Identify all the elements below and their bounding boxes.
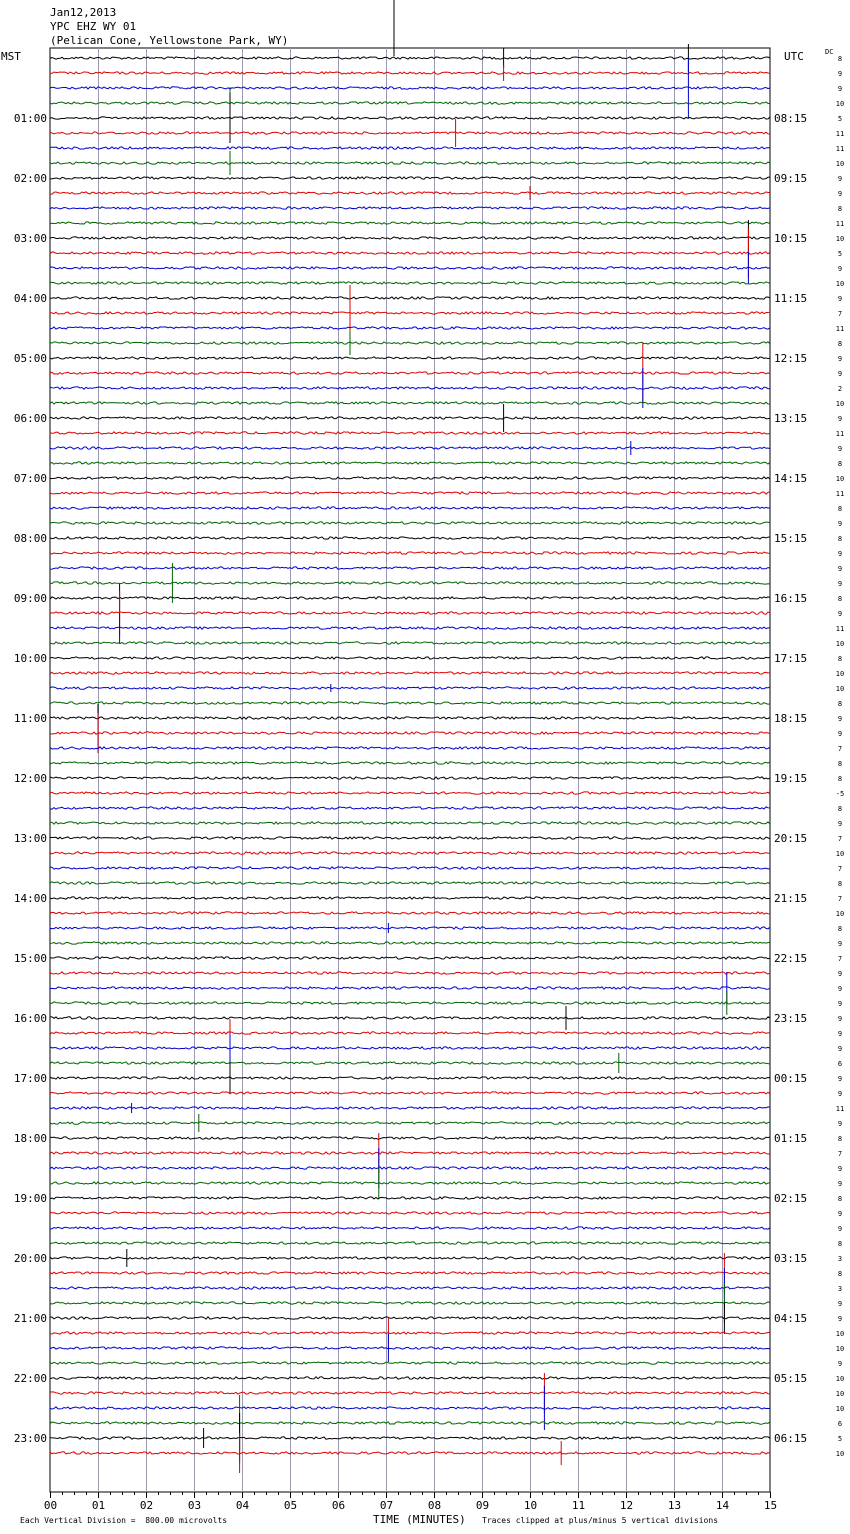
mst-tick-label: 03:00 <box>13 232 47 245</box>
dc-offset-value: 9 <box>837 70 843 78</box>
seismic-trace <box>50 65 770 81</box>
seismic-trace <box>50 477 770 479</box>
dc-offset-value: 10 <box>835 235 845 243</box>
dc-offset-value: -5 <box>835 790 845 798</box>
utc-tick-label: 15:15 <box>774 532 808 545</box>
seismic-trace <box>50 642 770 644</box>
seismic-trace <box>50 657 770 659</box>
utc-tick-label: 14:15 <box>774 472 808 485</box>
dc-label: DC <box>825 48 834 56</box>
dc-offset-value: 9 <box>837 85 843 93</box>
seismic-trace <box>50 207 770 209</box>
seismic-trace <box>50 177 770 179</box>
x-tick-label: 04 <box>235 1499 250 1512</box>
seismic-trace <box>50 912 770 914</box>
dc-offset-value: 9 <box>837 265 843 273</box>
mst-tick-label: 22:00 <box>13 1372 47 1385</box>
mst-tick-label: 10:00 <box>13 652 47 665</box>
x-tick-label: 07 <box>379 1499 394 1512</box>
seismic-trace <box>50 93 770 143</box>
date-label: Jan12,2013 <box>50 6 117 19</box>
dc-offset-value: 10 <box>835 1375 845 1383</box>
seismic-trace <box>50 402 770 404</box>
dc-offset-value: 9 <box>837 820 843 828</box>
dc-offset-value: 9 <box>837 580 843 588</box>
utc-tick-label: 21:15 <box>774 892 808 905</box>
seismic-trace <box>50 1019 770 1047</box>
dc-offset-value: 10 <box>835 280 845 288</box>
seismic-trace <box>50 507 770 509</box>
plot-frame <box>50 48 770 1492</box>
mst-tick-label: 05:00 <box>13 352 47 365</box>
seismic-trace <box>50 957 770 959</box>
seismic-trace <box>50 441 770 455</box>
seismic-trace <box>50 357 770 359</box>
seismic-trace <box>50 1197 770 1199</box>
dc-offset-value: 10 <box>835 160 845 168</box>
dc-offset-value: 9 <box>837 1180 843 1188</box>
seismic-trace <box>50 404 770 432</box>
seismic-trace <box>50 837 770 839</box>
dc-offset-value: 10 <box>835 640 845 648</box>
utc-tick-label: 20:15 <box>774 832 808 845</box>
x-axis-title: TIME (MINUTES) <box>373 1513 466 1526</box>
x-tick-label: 08 <box>427 1499 442 1512</box>
dc-offset-value: 8 <box>837 460 843 468</box>
dc-offset-value: 10 <box>835 475 845 483</box>
seismic-trace <box>50 1377 770 1379</box>
dc-offset-value: 3 <box>837 1255 843 1263</box>
dc-offset-value: 8 <box>837 505 843 513</box>
dc-offset-value: 8 <box>837 805 843 813</box>
clip-note: Traces clipped at plus/minus 5 vertical divisions <box>482 1516 719 1525</box>
dc-offset-value: 8 <box>837 880 843 888</box>
mst-axis-label: MST <box>1 50 21 63</box>
seismic-trace <box>50 151 770 175</box>
mst-tick-label: 15:00 <box>13 952 47 965</box>
seismic-trace <box>50 867 770 869</box>
dc-offset-value: 11 <box>835 1105 845 1113</box>
utc-tick-label: 02:15 <box>774 1192 808 1205</box>
x-tick-label: 03 <box>187 1499 202 1512</box>
x-tick-label: 13 <box>667 1499 682 1512</box>
dc-offset-value: 10 <box>835 685 845 693</box>
seismic-trace <box>50 343 770 403</box>
dc-offset-value: 9 <box>837 610 843 618</box>
seismic-trace <box>50 942 770 944</box>
seismic-trace <box>50 882 770 884</box>
station-label: YPC EHZ WY 01 <box>50 20 137 33</box>
seismic-trace <box>50 567 770 569</box>
seismic-trace <box>50 762 770 764</box>
seismic-trace <box>50 584 770 612</box>
dc-offset-value: 9 <box>837 1075 843 1083</box>
seismic-trace <box>50 222 770 224</box>
seismic-trace <box>50 923 770 933</box>
seismic-trace <box>50 1413 770 1463</box>
dc-offset-value: 9 <box>837 1315 843 1323</box>
seismic-trace <box>50 807 770 809</box>
dc-offset-value: 6 <box>837 1420 843 1428</box>
utc-tick-label: 17:15 <box>774 652 808 665</box>
utc-tick-label: 00:15 <box>774 1072 808 1085</box>
dc-offset-value: 10 <box>835 910 845 918</box>
dc-offset-value: 10 <box>835 1405 845 1413</box>
dc-offset-value: 7 <box>837 745 843 753</box>
dc-offset-value: 9 <box>837 1120 843 1128</box>
dc-offset-value: 8 <box>837 655 843 663</box>
dc-offset-value: 10 <box>835 1450 845 1458</box>
seismic-trace <box>50 672 770 674</box>
mst-tick-label: 17:00 <box>13 1072 47 1085</box>
scale-note: Each Vertical Division = 800.00 microvolts <box>20 1516 228 1525</box>
dc-offset-value: 9 <box>837 1300 843 1308</box>
mst-tick-label: 20:00 <box>13 1252 47 1265</box>
seismic-trace <box>50 228 770 278</box>
utc-tick-label: 13:15 <box>774 412 808 425</box>
mst-tick-label: 08:00 <box>13 532 47 545</box>
x-tick-label: 02 <box>139 1499 154 1512</box>
seismic-trace <box>50 119 770 147</box>
seismic-trace <box>50 220 770 256</box>
utc-tick-label: 18:15 <box>774 712 808 725</box>
mst-tick-label: 19:00 <box>13 1192 47 1205</box>
dc-offset-value: 8 <box>837 775 843 783</box>
utc-tick-label: 19:15 <box>774 772 808 785</box>
dc-offset-value: 9 <box>837 445 843 453</box>
x-tick-label: 01 <box>91 1499 106 1512</box>
seismic-trace <box>50 537 770 539</box>
seismic-trace <box>50 147 770 149</box>
dc-offset-value: 9 <box>837 985 843 993</box>
seismic-trace <box>50 297 770 299</box>
seismic-trace <box>50 432 770 434</box>
dc-offset-value: 9 <box>837 175 843 183</box>
seismic-trace <box>50 747 770 749</box>
dc-offset-value: 8 <box>837 760 843 768</box>
dc-offset-value: 6 <box>837 1060 843 1068</box>
utc-tick-label: 16:15 <box>774 592 808 605</box>
x-tick-label: 00 <box>43 1499 58 1512</box>
dc-offset-value: 11 <box>835 145 845 153</box>
seismic-trace <box>50 991 770 1015</box>
seismic-trace <box>50 1034 770 1062</box>
utc-tick-label: 01:15 <box>774 1132 808 1145</box>
seismic-trace <box>50 777 770 779</box>
dc-offset-value: 9 <box>837 550 843 558</box>
dc-offset-value: 9 <box>837 715 843 723</box>
dc-offset-value: 9 <box>837 1000 843 1008</box>
dc-offset-value: 9 <box>837 565 843 573</box>
seismic-trace <box>50 462 770 464</box>
dc-offset-value: 8 <box>837 340 843 348</box>
seismic-trace <box>50 1395 770 1451</box>
mst-tick-label: 12:00 <box>13 772 47 785</box>
dc-offset-value: 7 <box>837 1150 843 1158</box>
mst-tick-label: 07:00 <box>13 472 47 485</box>
dc-offset-value: 7 <box>837 865 843 873</box>
x-tick-label: 15 <box>763 1499 778 1512</box>
x-tick-label: 06 <box>331 1499 346 1512</box>
seismic-trace <box>50 792 770 794</box>
x-tick-label: 11 <box>571 1499 586 1512</box>
dc-offset-value: 8 <box>837 205 843 213</box>
dc-offset-value: 2 <box>837 385 843 393</box>
seismic-trace <box>50 1249 770 1267</box>
dc-offset-value: 7 <box>837 895 843 903</box>
utc-tick-label: 04:15 <box>774 1312 808 1325</box>
utc-tick-label: 10:15 <box>774 232 808 245</box>
seismic-trace <box>50 522 770 524</box>
seismic-trace <box>50 1302 770 1334</box>
seismic-trace <box>50 1006 770 1030</box>
utc-tick-label: 11:15 <box>774 292 808 305</box>
seismic-trace <box>50 684 770 692</box>
seismic-trace <box>50 1137 770 1139</box>
mst-tick-label: 01:00 <box>13 112 47 125</box>
dc-offset-value: 9 <box>837 940 843 948</box>
dc-offset-value: 10 <box>835 100 845 108</box>
dc-offset-value: 9 <box>837 730 843 738</box>
dc-offset-value: 11 <box>835 430 845 438</box>
seismic-trace <box>50 186 770 200</box>
dc-offset-value: 8 <box>837 925 843 933</box>
seismic-trace <box>50 1227 770 1229</box>
utc-tick-label: 12:15 <box>774 352 808 365</box>
dc-offset-value: 8 <box>837 1195 843 1203</box>
dc-offset-value: 9 <box>837 1030 843 1038</box>
seismic-trace <box>50 972 770 1004</box>
x-tick-label: 09 <box>475 1499 490 1512</box>
seismic-trace <box>50 1167 770 1199</box>
mst-tick-label: 18:00 <box>13 1132 47 1145</box>
dc-offset-value: 9 <box>837 1225 843 1233</box>
seismic-trace <box>50 1103 770 1113</box>
seismic-trace <box>50 285 770 341</box>
mst-tick-label: 06:00 <box>13 412 47 425</box>
dc-offset-value: 11 <box>835 490 845 498</box>
utc-tick-label: 23:15 <box>774 1012 808 1025</box>
dc-offset-value: 5 <box>837 115 843 123</box>
dc-offset-value: 9 <box>837 1090 843 1098</box>
seismic-trace <box>50 552 770 554</box>
dc-offset-value: 9 <box>837 295 843 303</box>
dc-offset-value: 9 <box>837 970 843 978</box>
seismic-trace <box>50 1092 770 1094</box>
dc-offset-value: 7 <box>837 955 843 963</box>
dc-offset-value: 5 <box>837 250 843 258</box>
seismic-trace <box>50 282 770 284</box>
utc-tick-label: 22:15 <box>774 952 808 965</box>
seismic-trace <box>50 492 770 494</box>
dc-offset-value: 11 <box>835 220 845 228</box>
dc-offset-value: 9 <box>837 355 843 363</box>
dc-offset-value: 10 <box>835 400 845 408</box>
dc-offset-value: 8 <box>837 595 843 603</box>
dc-offset-value: 3 <box>837 1285 843 1293</box>
dc-offset-value: 11 <box>835 130 845 138</box>
mst-tick-label: 14:00 <box>13 892 47 905</box>
dc-offset-value: 9 <box>837 415 843 423</box>
dc-offset-value: 8 <box>837 1135 843 1143</box>
seismic-trace <box>50 252 770 284</box>
x-tick-label: 10 <box>523 1499 538 1512</box>
dc-offset-value: 11 <box>835 325 845 333</box>
dc-offset-value: 11 <box>835 625 845 633</box>
dc-offset-value: 10 <box>835 670 845 678</box>
dc-offset-value: 9 <box>837 1360 843 1368</box>
seismic-trace <box>50 702 770 704</box>
x-tick-label: 14 <box>715 1499 730 1512</box>
seismic-trace <box>50 613 770 643</box>
dc-offset-value: 9 <box>837 1045 843 1053</box>
dc-offset-value: 10 <box>835 850 845 858</box>
dc-offset-value: 8 <box>837 700 843 708</box>
dc-offset-value: 9 <box>837 190 843 198</box>
mst-tick-label: 16:00 <box>13 1012 47 1025</box>
mst-tick-label: 04:00 <box>13 292 47 305</box>
seismic-trace <box>50 58 770 118</box>
seismic-trace <box>50 1212 770 1214</box>
seismic-trace <box>50 1334 770 1362</box>
seismic-trace <box>50 331 770 355</box>
dc-offset-value: 8 <box>837 55 843 63</box>
utc-tick-label: 05:15 <box>774 1372 808 1385</box>
seismic-trace <box>50 327 770 329</box>
dc-offset-value: 8 <box>837 1270 843 1278</box>
dc-offset-value: 9 <box>837 1165 843 1173</box>
seismic-trace <box>50 704 770 732</box>
dc-offset-value: 7 <box>837 835 843 843</box>
mst-tick-label: 02:00 <box>13 172 47 185</box>
mst-tick-label: 11:00 <box>13 712 47 725</box>
dc-offset-value: 10 <box>835 1390 845 1398</box>
seismic-trace <box>50 1062 770 1094</box>
dc-offset-value: 10 <box>835 1345 845 1353</box>
dc-offset-value: 9 <box>837 370 843 378</box>
dc-offset-value: 8 <box>837 535 843 543</box>
utc-axis-label: UTC <box>784 50 804 63</box>
dc-offset-value: 9 <box>837 1015 843 1023</box>
seismic-trace <box>50 1053 770 1073</box>
dc-offset-value: 8 <box>837 1240 843 1248</box>
seismic-trace <box>50 1114 770 1132</box>
dc-offset-value: 7 <box>837 310 843 318</box>
seismic-trace <box>50 822 770 824</box>
seismic-trace <box>50 1317 770 1349</box>
seismic-trace <box>50 87 770 119</box>
dc-offset-value: 9 <box>837 520 843 528</box>
mst-tick-label: 13:00 <box>13 832 47 845</box>
location-label: (Pelican Cone, Yellowstone Park, WY) <box>50 34 289 47</box>
utc-tick-label: 06:15 <box>774 1432 808 1445</box>
seismic-trace <box>50 897 770 899</box>
dc-offset-value: 9 <box>837 1210 843 1218</box>
dc-offset-value: 5 <box>837 1435 843 1443</box>
seismic-trace <box>50 852 770 854</box>
seismic-trace <box>50 1242 770 1244</box>
seismic-trace <box>50 972 770 974</box>
utc-tick-label: 09:15 <box>774 172 808 185</box>
seismic-trace <box>50 1362 770 1364</box>
dc-offset-value: 10 <box>835 1330 845 1338</box>
mst-tick-label: 21:00 <box>13 1312 47 1325</box>
mst-tick-label: 09:00 <box>13 592 47 605</box>
mst-tick-label: 23:00 <box>13 1432 47 1445</box>
utc-tick-label: 03:15 <box>774 1252 808 1265</box>
seismic-trace <box>50 368 770 408</box>
x-tick-label: 05 <box>283 1499 298 1512</box>
utc-tick-label: 08:15 <box>774 112 808 125</box>
x-tick-label: 12 <box>619 1499 634 1512</box>
